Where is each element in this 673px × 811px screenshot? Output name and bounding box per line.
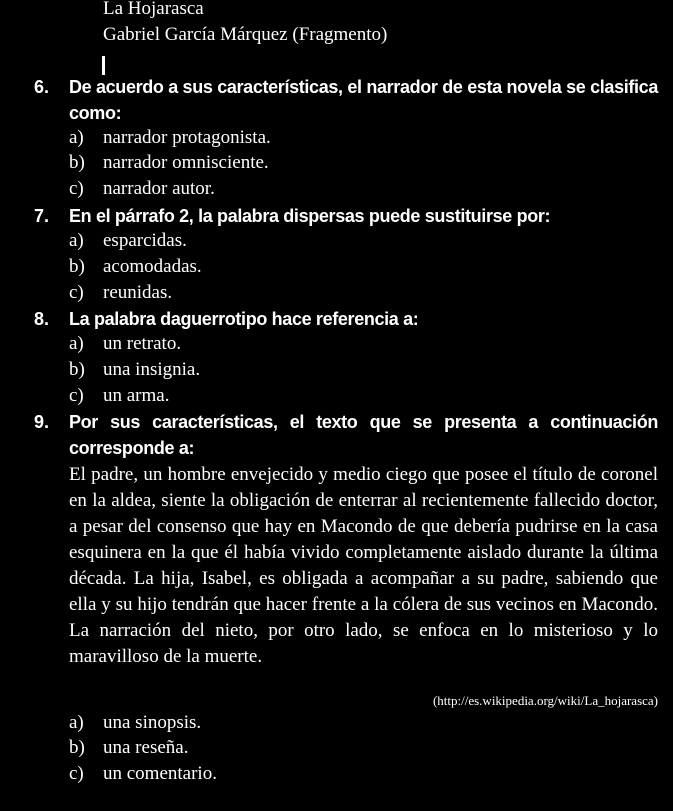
book-author: Gabriel García Márquez (Fragmento) bbox=[103, 24, 388, 45]
option-letter: c) bbox=[69, 178, 84, 199]
option-text: una insignia. bbox=[103, 359, 201, 380]
question-7 bbox=[34, 203, 658, 229]
question-6 bbox=[34, 74, 658, 126]
question-6-option-b[interactable] bbox=[69, 152, 269, 174]
question-9 bbox=[34, 409, 658, 461]
question-number: 9. bbox=[34, 412, 50, 432]
question-text: En el párrafo 2, la palabra dispersas puede sustituirse por: bbox=[69, 206, 551, 226]
option-text: una sinopsis. bbox=[103, 712, 202, 733]
question-8-option-a[interactable] bbox=[69, 333, 181, 355]
option-text: narrador protagonista. bbox=[103, 127, 271, 148]
question-9-option-a[interactable] bbox=[69, 712, 201, 734]
option-text: acomodadas. bbox=[103, 256, 202, 277]
option-letter: c) bbox=[69, 763, 84, 784]
question-8-option-c[interactable] bbox=[69, 385, 169, 407]
option-letter: c) bbox=[69, 385, 84, 406]
option-letter: c) bbox=[69, 282, 84, 303]
question-7-option-b[interactable] bbox=[69, 256, 202, 278]
passage-text: El padre, un hombre envejecido y medio ciego que posee el título de coronel en la aldea, siente la obligación de enterrar al recientemente fallecido doctor, a pesar del consenso que hay en Macondo de que debería pudrirse en la casa esquinera en la que él había vivido completamente aislado durante la última década. La hija, Isabel, es obligada a acompañar a su padre, sabiendo que ella y su hijo tendrán que hacer frente a la cólera de sus vecinos en Macondo. La narración del nieto, por otro lado, se enfoca en lo misterioso y lo maravilloso de la muerte. bbox=[69, 464, 658, 667]
book-title: La Hojarasca bbox=[103, 0, 204, 19]
question-text: De acuerdo a sus características, el narrador de esta novela se clasifica como: bbox=[69, 77, 658, 123]
option-text: un comentario. bbox=[103, 763, 217, 784]
option-letter: b) bbox=[69, 737, 85, 758]
question-8-option-b[interactable] bbox=[69, 359, 200, 381]
option-text: un retrato. bbox=[103, 333, 182, 354]
option-letter: b) bbox=[69, 359, 85, 380]
source-citation: (http://es.wikipedia.org/wiki/La_hojarasca) bbox=[432, 693, 658, 708]
question-7-option-c[interactable] bbox=[69, 282, 172, 304]
question-9-option-b[interactable] bbox=[69, 737, 188, 759]
text-cursor bbox=[102, 56, 105, 75]
option-letter: b) bbox=[69, 256, 85, 277]
question-8 bbox=[34, 306, 658, 332]
question-6-option-c[interactable] bbox=[69, 178, 215, 200]
question-7-option-a[interactable] bbox=[69, 230, 187, 252]
option-text: narrador autor. bbox=[103, 178, 215, 199]
option-letter: a) bbox=[69, 333, 84, 354]
option-letter: a) bbox=[69, 230, 84, 251]
option-letter: a) bbox=[69, 127, 84, 148]
option-text: un arma. bbox=[103, 385, 170, 406]
option-letter: b) bbox=[69, 152, 85, 173]
question-number: 6. bbox=[34, 77, 50, 97]
question-9-option-c[interactable] bbox=[69, 763, 217, 785]
option-text: reunidas. bbox=[103, 282, 173, 303]
option-text: una reseña. bbox=[103, 737, 189, 758]
question-number: 8. bbox=[34, 309, 50, 329]
option-text: esparcidas. bbox=[103, 230, 187, 251]
option-letter: a) bbox=[69, 712, 84, 733]
question-6-option-a[interactable] bbox=[69, 127, 271, 149]
question-text: La palabra daguerrotipo hace referencia a: bbox=[69, 309, 419, 329]
option-text: narrador omnisciente. bbox=[103, 152, 269, 173]
question-text: Por sus características, el texto que se presenta a continuación corresponde a: bbox=[69, 412, 658, 458]
question-number: 7. bbox=[34, 206, 50, 226]
